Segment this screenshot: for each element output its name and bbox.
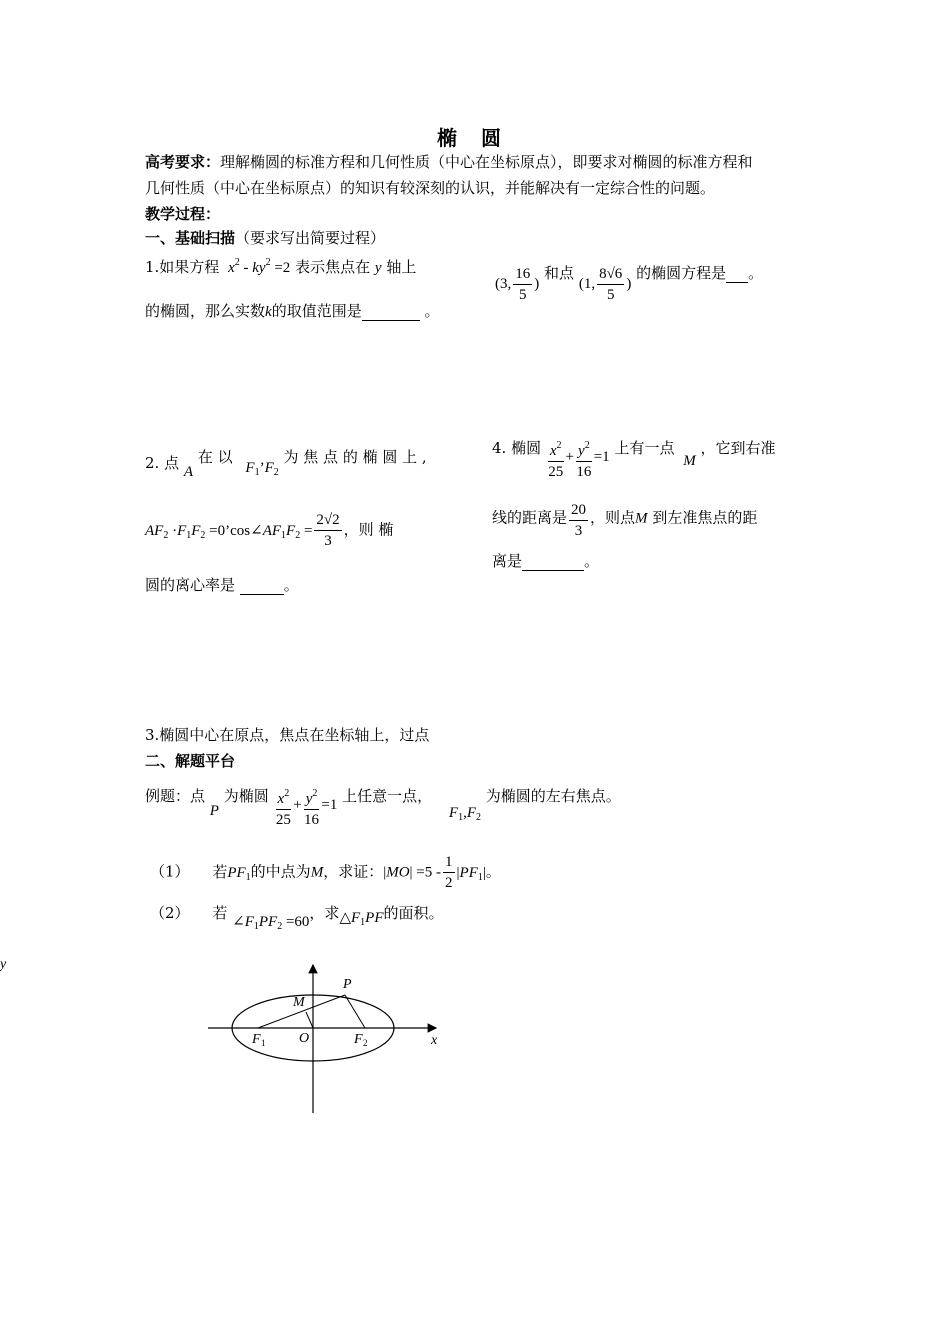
q1-line2a: 的椭圆，那么实数	[145, 302, 266, 320]
q4-distance-fraction: $\frac{20}{3}$	[571, 502, 587, 539]
part1-t1: 若	[212, 862, 228, 881]
svg-text:F: F	[252, 1032, 261, 1047]
q2-line3	[145, 574, 299, 595]
q2-line3-text: 圆的离心率是	[145, 576, 236, 594]
svg-text:F: F	[354, 1032, 363, 1047]
q4-line3	[492, 550, 599, 571]
svg-text:1: 1	[261, 1038, 266, 1048]
part2-num: （2）	[150, 904, 190, 922]
requirement-line2: 几何性质（中心在坐标原点）的知识有较深刻的认识，并能解决有一定综合性的问题。	[145, 179, 716, 197]
label-f1	[251, 1032, 266, 1048]
example-frac-y: $\frac{y^2}{16}$	[304, 784, 320, 830]
q2-dot-condition: $AF_2 \cdot F_1F_2$ $=0’\cos\angle AF_1F_2$ =	[145, 522, 313, 541]
q4-line2b: ，则点	[590, 508, 636, 527]
q4-line1: 4. 椭圆 $\frac{x^2}{25}$ + $\frac{y^2}{16}$ =1 上有一点 M ，它到右准	[492, 436, 776, 482]
q1-answer-blank	[362, 302, 420, 321]
q4-frac-y: $\frac{y^2}{16}$	[576, 436, 592, 482]
q2-cos-fraction: $\frac{2√2}{3}$	[316, 512, 340, 549]
q1-line2	[145, 300, 440, 321]
process-label: 教学过程：	[145, 205, 221, 223]
part1-pf1: $PF_1$	[227, 864, 251, 883]
q4-line3-text: 离是	[492, 552, 523, 570]
q3-text: 3.椭圆中心在原点，焦点在坐标轴上，过点	[145, 726, 430, 744]
q3-point1: (3, $\frac{16}{5}$ )	[495, 266, 540, 304]
label-m: M	[293, 995, 305, 1010]
stray-y-label: y	[0, 957, 7, 972]
part1-num: （1）	[150, 862, 190, 881]
example-point: P	[209, 803, 219, 819]
q4-answer-blank	[522, 552, 584, 571]
example-frac-x: $\frac{x^2}{25}$	[276, 784, 292, 830]
part1-t3: ，求证：	[323, 862, 384, 881]
part2-t2: ，求	[309, 904, 340, 922]
q1-var: k	[265, 304, 272, 320]
q3-and: 和点	[544, 264, 575, 282]
q1-axis: y	[374, 260, 382, 276]
q3-continued	[495, 262, 763, 305]
q4-point-m: M	[635, 510, 648, 527]
q4-line2a: 线的距离是	[492, 508, 568, 527]
part2-angle: $\angle F_1PF_2 =60$	[232, 914, 310, 932]
q2-line1	[145, 448, 427, 480]
label-o: O	[299, 1031, 310, 1046]
ellipse-figure	[200, 955, 460, 1120]
requirement-label: 高考要求：	[145, 153, 221, 171]
label-p: P	[343, 977, 352, 992]
q2-prefix: 2. 点	[145, 454, 180, 472]
q4-prefix: 4. 椭圆	[492, 439, 542, 457]
q4-frac-x: $\frac{x^2}{25}$	[548, 436, 564, 482]
example-t3: 为椭圆的左右焦点。	[485, 787, 621, 805]
q4-line2	[492, 500, 757, 541]
q1-equation: $x^2 - ky^2 =2$	[228, 257, 291, 276]
example-t2: 上任意一点，	[342, 787, 433, 805]
q2-foci: $F_1’F_2$	[245, 460, 279, 478]
q2-line2	[145, 510, 393, 551]
section1-note: （要求写出简要过程）	[235, 229, 386, 247]
segment-o-m	[306, 1012, 313, 1028]
q2-t2: 为 焦 点 的 椭 圆 上 ,	[283, 448, 427, 466]
q4-point: M	[683, 453, 696, 469]
part1-m: M	[310, 864, 324, 881]
example-line: 例题：点 P 为椭圆 $\frac{x^2}{25}$ + $\frac{y^2}{16}$ =1 上任意一点， $F_1,F_2$ 为椭圆的左右焦点。	[145, 784, 621, 830]
q1-end: 。	[424, 302, 440, 320]
q3-answer-blank	[726, 264, 748, 283]
section1-heading	[145, 224, 385, 252]
part2-line	[150, 902, 444, 932]
section1-title: 一、基础扫描	[145, 229, 236, 247]
part1-line	[150, 852, 501, 893]
q4-line2c: 到左准焦点的距	[652, 508, 758, 527]
part1-t2: 的中点为	[250, 862, 311, 881]
part1-half: $\frac{1}{2}$	[445, 854, 453, 891]
q3-end: 。	[748, 264, 764, 282]
q4-t2: ，它到右准	[700, 439, 776, 457]
section2-heading: 二、解题平台	[145, 752, 236, 770]
part2-t1: 若	[212, 904, 228, 922]
q2-t1: 在 以	[197, 448, 233, 466]
q3-point2: (1, $\frac{8√6}{5}$ )	[578, 266, 632, 304]
q3-text: 的椭圆方程是	[636, 264, 727, 282]
requirement-line1	[145, 148, 753, 176]
part1-proof-expression: |MO| =5 -	[383, 864, 442, 881]
example-t1: 为椭圆	[223, 787, 269, 805]
q1-prefix: 1.如果方程	[145, 258, 220, 276]
requirement-text1: 理解椭圆的标准方程和几何性质（中心在坐标原点），即要求对椭圆的标准方程和	[220, 153, 753, 171]
q2-point: A	[183, 464, 194, 480]
q2-end: 。	[283, 576, 299, 594]
svg-text:2: 2	[363, 1038, 368, 1048]
example-foci: $F_1,F_2$	[448, 805, 481, 823]
page-title: 椭 圆	[437, 126, 503, 150]
part2-t3: 的面积。	[383, 904, 444, 922]
q1-mid: 表示焦点在	[295, 258, 371, 276]
q4-t1: 上有一点	[614, 439, 675, 457]
q1-line1	[145, 256, 416, 277]
q1-line2b: 的取值范围是	[271, 302, 362, 320]
q2-t3: ，则 椭	[343, 520, 394, 539]
q1-suffix: 轴上	[386, 258, 417, 276]
example-prefix: 例题：点	[145, 787, 206, 805]
part2-triangle: $\triangle F_1PF$	[339, 910, 384, 928]
part1-end: 。	[485, 862, 501, 881]
q2-answer-blank	[240, 576, 284, 595]
q4-end: 。	[584, 552, 600, 570]
label-f2	[353, 1032, 368, 1048]
label-x: x	[431, 1033, 438, 1048]
part1-abs-pf1: $|PF_1|$	[456, 864, 486, 883]
